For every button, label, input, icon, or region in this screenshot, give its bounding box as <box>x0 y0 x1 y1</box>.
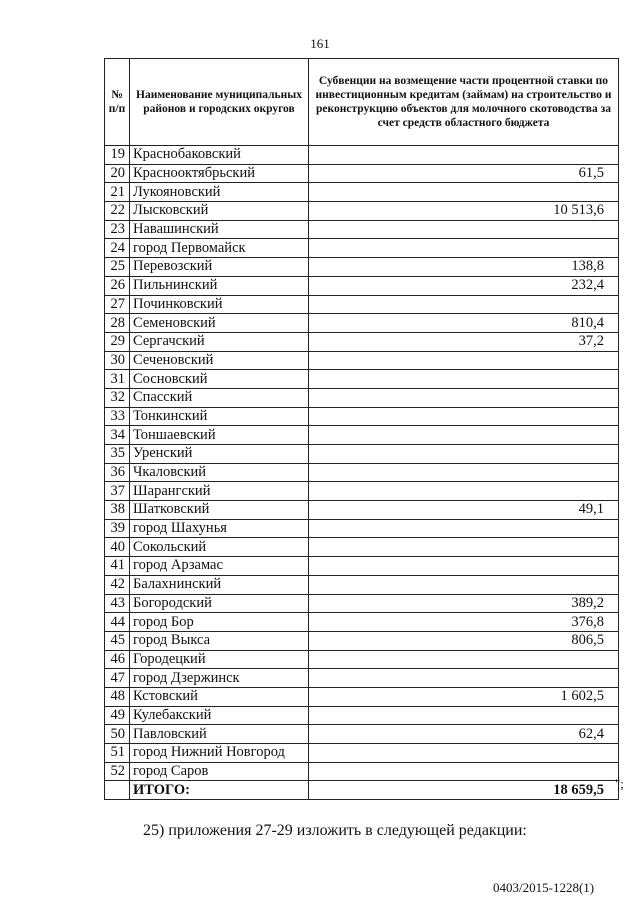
table-row <box>105 538 619 557</box>
table-body <box>105 146 619 781</box>
subvention-value <box>309 220 619 239</box>
total-number-cell <box>105 781 130 800</box>
table-row <box>105 631 619 650</box>
row-number: 28 <box>105 314 130 333</box>
total-value: 18 659,5 <box>309 781 619 800</box>
subvention-value: 61,5 <box>309 164 619 183</box>
municipality-name: город Выкса <box>130 631 309 650</box>
municipality-name: Спасский <box>130 388 309 407</box>
municipality-name: Балахнинский <box>130 575 309 594</box>
subvention-value <box>309 426 619 445</box>
subvention-value <box>309 388 619 407</box>
subvention-value <box>309 295 619 314</box>
row-number: 22 <box>105 202 130 221</box>
row-number: 51 <box>105 744 130 763</box>
header-number: № п/п <box>105 59 130 146</box>
table-row <box>105 220 619 239</box>
table-row <box>105 744 619 763</box>
subvention-value <box>309 744 619 763</box>
row-number: 44 <box>105 613 130 632</box>
row-number: 27 <box>105 295 130 314</box>
table-row <box>105 426 619 445</box>
subvention-value <box>309 463 619 482</box>
row-number: 35 <box>105 445 130 464</box>
subvention-value: 138,8 <box>309 258 619 277</box>
subvention-value <box>309 482 619 501</box>
row-number: 41 <box>105 557 130 576</box>
municipality-name: Семеновский <box>130 314 309 333</box>
municipality-name: Лукояновский <box>130 183 309 202</box>
table-row <box>105 202 619 221</box>
row-number: 45 <box>105 631 130 650</box>
municipality-name: Уренский <box>130 445 309 464</box>
subvention-value <box>309 706 619 725</box>
row-number: 23 <box>105 220 130 239</box>
municipality-name: город Бор <box>130 613 309 632</box>
municipality-name: город Шахунья <box>130 519 309 538</box>
table-row <box>105 445 619 464</box>
row-number: 19 <box>105 146 130 165</box>
row-number: 49 <box>105 706 130 725</box>
row-number: 34 <box>105 426 130 445</box>
subvention-value: 376,8 <box>309 613 619 632</box>
row-number: 46 <box>105 650 130 669</box>
municipality-name: город Первомайск <box>130 239 309 258</box>
table-row <box>105 314 619 333</box>
row-number: 40 <box>105 538 130 557</box>
table-row <box>105 388 619 407</box>
municipality-name: город Саров <box>130 762 309 781</box>
subvention-value <box>309 762 619 781</box>
table-row <box>105 351 619 370</box>
subvention-value <box>309 650 619 669</box>
row-number: 37 <box>105 482 130 501</box>
closing-quote-mark: "; <box>615 776 624 791</box>
amendment-paragraph: 25) приложения 27-29 изложить в следующей редакции: <box>143 822 527 839</box>
row-number: 26 <box>105 276 130 295</box>
table-row <box>105 239 619 258</box>
table-row <box>105 501 619 520</box>
row-number: 38 <box>105 501 130 520</box>
row-number: 52 <box>105 762 130 781</box>
total-row <box>105 781 619 800</box>
municipality-name: Сергачский <box>130 332 309 351</box>
municipality-name: Кстовский <box>130 687 309 706</box>
municipality-name: Краснооктябрьский <box>130 164 309 183</box>
municipality-name: Перевозский <box>130 258 309 277</box>
municipality-name: Городецкий <box>130 650 309 669</box>
row-number: 21 <box>105 183 130 202</box>
table-row <box>105 258 619 277</box>
table-row <box>105 164 619 183</box>
row-number: 42 <box>105 575 130 594</box>
row-number: 48 <box>105 687 130 706</box>
subvention-value <box>309 146 619 165</box>
municipality-name: Тонкинский <box>130 407 309 426</box>
subvention-value: 62,4 <box>309 725 619 744</box>
total-label: ИТОГО: <box>130 781 309 800</box>
table-header <box>105 59 619 146</box>
subvention-value <box>309 445 619 464</box>
municipality-name: город Дзержинск <box>130 669 309 688</box>
document-code: 0403/2015-1228(1) <box>493 880 595 895</box>
table-row <box>105 183 619 202</box>
subvention-value <box>309 519 619 538</box>
municipality-name: Сокольский <box>130 538 309 557</box>
table-row <box>105 613 619 632</box>
row-number: 29 <box>105 332 130 351</box>
municipality-name: Сосновский <box>130 370 309 389</box>
subvention-value <box>309 557 619 576</box>
table-row <box>105 650 619 669</box>
table-row <box>105 762 619 781</box>
municipality-name: город Арзамас <box>130 557 309 576</box>
row-number: 43 <box>105 594 130 613</box>
table-row <box>105 706 619 725</box>
subvention-value: 49,1 <box>309 501 619 520</box>
municipality-name: Лысковский <box>130 202 309 221</box>
subvention-value <box>309 183 619 202</box>
municipality-name: Шатковский <box>130 501 309 520</box>
subvention-value: 232,4 <box>309 276 619 295</box>
municipality-name: Сеченовский <box>130 351 309 370</box>
row-number: 24 <box>105 239 130 258</box>
subvention-value: 10 513,6 <box>309 202 619 221</box>
subsidy-table <box>104 58 619 800</box>
table-row <box>105 295 619 314</box>
row-number: 31 <box>105 370 130 389</box>
row-number: 47 <box>105 669 130 688</box>
municipality-name: Богородский <box>130 594 309 613</box>
table-row <box>105 276 619 295</box>
municipality-name: Пильнинский <box>130 276 309 295</box>
table-row <box>105 463 619 482</box>
table-row <box>105 370 619 389</box>
municipality-name: Кулебакский <box>130 706 309 725</box>
row-number: 50 <box>105 725 130 744</box>
row-number: 39 <box>105 519 130 538</box>
table-row <box>105 575 619 594</box>
municipality-name: Навашинский <box>130 220 309 239</box>
subvention-value: 810,4 <box>309 314 619 333</box>
subvention-value: 37,2 <box>309 332 619 351</box>
header-municipality: Наименование муниципальных районов и городских округов <box>130 59 309 146</box>
municipality-name: Чкаловский <box>130 463 309 482</box>
subvention-value <box>309 370 619 389</box>
municipality-name: Краснобаковский <box>130 146 309 165</box>
subvention-value <box>309 575 619 594</box>
table-row <box>105 669 619 688</box>
municipality-name: Шарангский <box>130 482 309 501</box>
row-number: 30 <box>105 351 130 370</box>
subvention-value <box>309 407 619 426</box>
table-row <box>105 332 619 351</box>
row-number: 32 <box>105 388 130 407</box>
subvention-value: 1 602,5 <box>309 687 619 706</box>
table-row <box>105 557 619 576</box>
table-row <box>105 594 619 613</box>
row-number: 25 <box>105 258 130 277</box>
subvention-value <box>309 669 619 688</box>
table-row <box>105 687 619 706</box>
municipality-name: Павловский <box>130 725 309 744</box>
municipality-name: город Нижний Новгород <box>130 744 309 763</box>
municipality-name: Починковский <box>130 295 309 314</box>
row-number: 33 <box>105 407 130 426</box>
table-row <box>105 725 619 744</box>
subvention-value: 389,2 <box>309 594 619 613</box>
municipality-name: Тоншаевский <box>130 426 309 445</box>
table-row <box>105 407 619 426</box>
subvention-value: 806,5 <box>309 631 619 650</box>
subvention-value <box>309 239 619 258</box>
subvention-value <box>309 351 619 370</box>
header-subvention: Субвенции на возмещение части процентной ставки по инвестиционным кредитам (займам) на строительство и реконструкцию объектов для молочного скотоводства за счет средств областного бюджета <box>309 59 619 146</box>
table-row <box>105 146 619 165</box>
subvention-value <box>309 538 619 557</box>
page-number: 161 <box>310 36 330 51</box>
table-row <box>105 482 619 501</box>
table-row <box>105 519 619 538</box>
row-number: 36 <box>105 463 130 482</box>
row-number: 20 <box>105 164 130 183</box>
